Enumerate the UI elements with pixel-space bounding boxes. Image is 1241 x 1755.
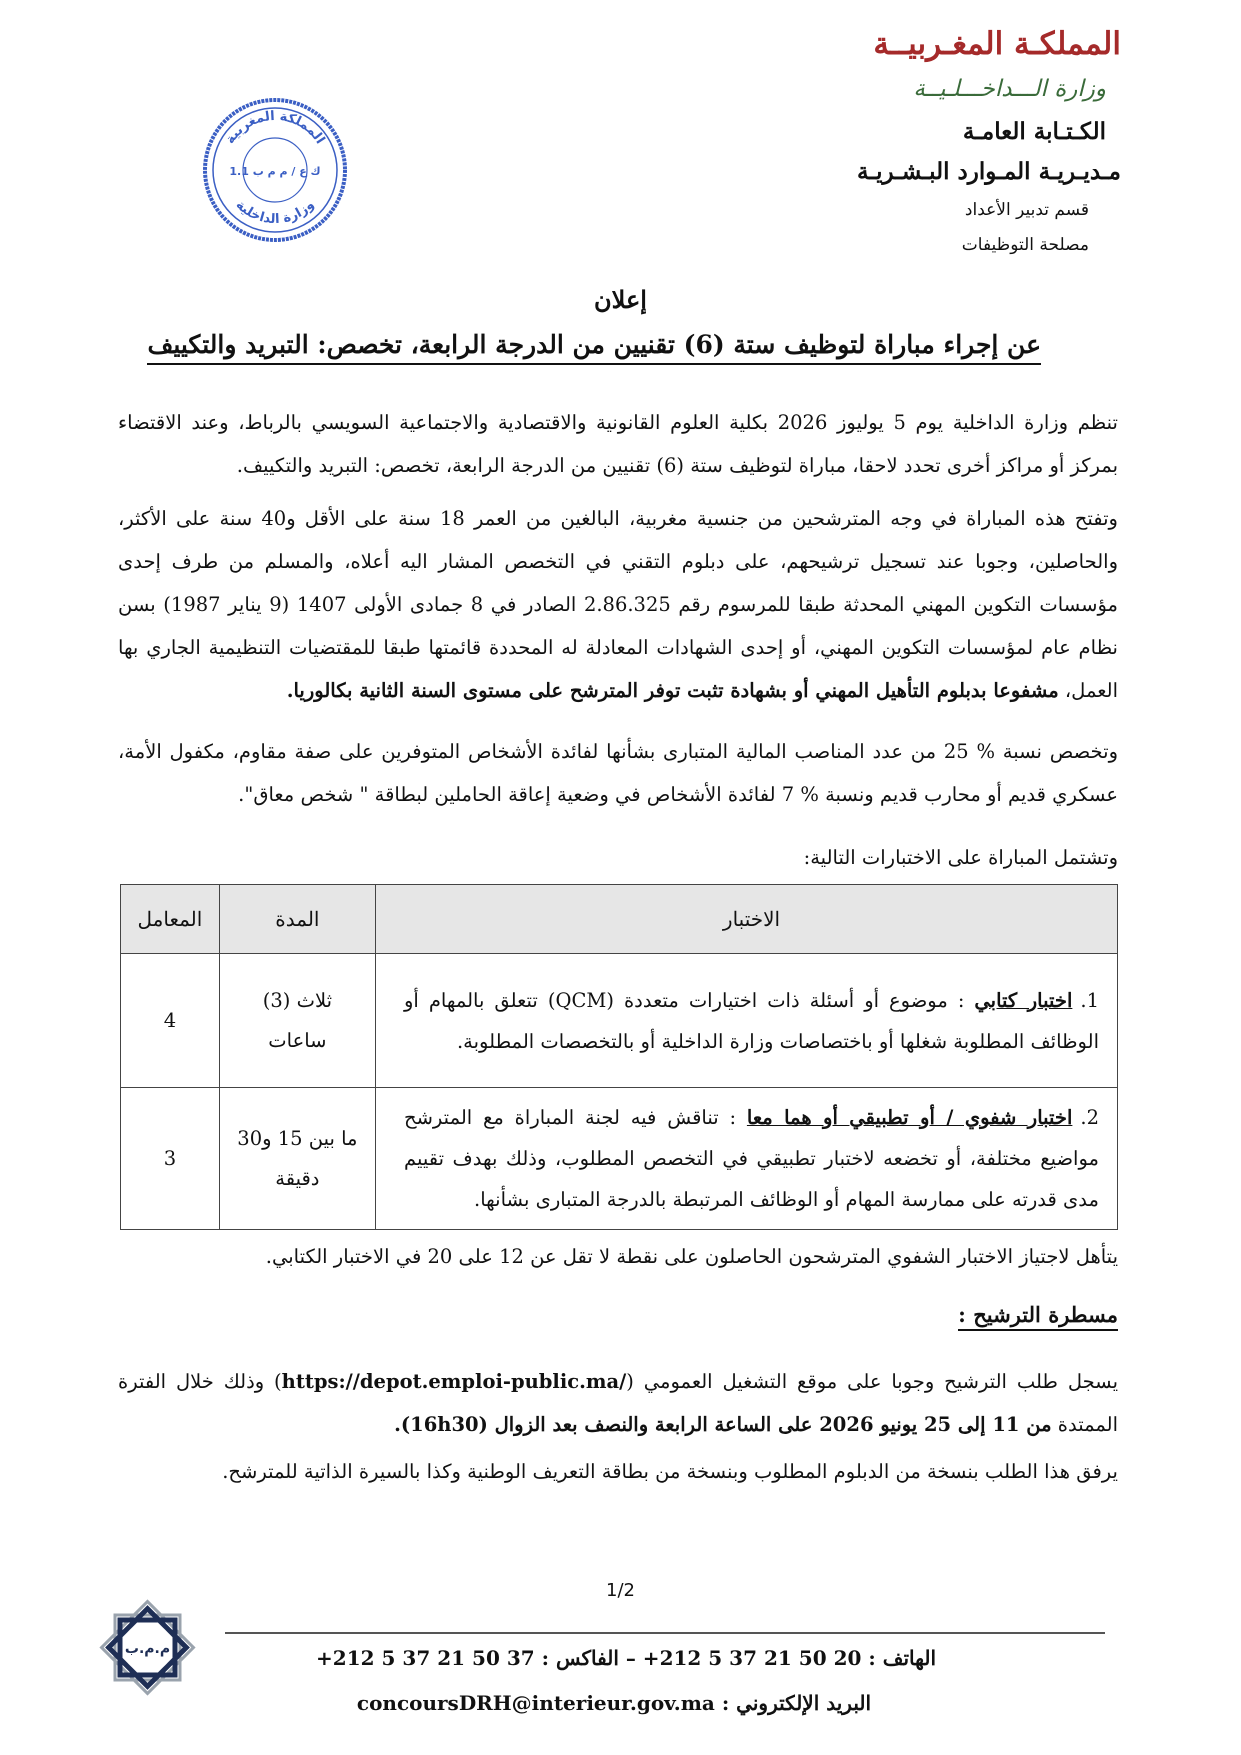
footer-contact-email[interactable]: البريد الإلكتروني : concoursDRH@interieur.gov.ma bbox=[356, 1691, 871, 1715]
duration-cell bbox=[219, 954, 375, 1088]
eligibility-text: وتفتح هذه المباراة في وجه المترشحين من جنسية مغربية، البالغين من العمر 18 سنة على الأقل و40 سنة على الأكثر، والحاصلين، وجوبا عند تسجيل ترشيحهم، على دبلوم التقني في التخصص المشار اليه أعلاه، والمسلم من طرف إحدى مؤسسات التكوين المهني المحدثة طبقا للمرسوم رقم 2.86.325 الصادر في 8 جمادى الأولى 1407 (9 يناير 1987) بسن نظام عام لمؤسسات التكوين المهني، أو إحدى الشهادات المعادلة له المحددة قائمتها طبقا للمقتضيات التنظيمية الجاري بها العمل، bbox=[118, 507, 1118, 702]
kingdom-title: المملكـة المغـربيــة bbox=[873, 26, 1121, 62]
duration-unit: دقيقة bbox=[275, 1166, 320, 1190]
attachments-paragraph: يرفق هذا الطلب بنسخة من الدبلوم المطلوب وبنسخة من بطاقة التعريف الوطنية وكذا بالسيرة الذاتية للمترشح. bbox=[222, 1460, 1118, 1483]
tests-intro: وتشتمل المباراة على الاختبارات التالية: bbox=[803, 846, 1118, 869]
table-row bbox=[121, 954, 1118, 1088]
duration-unit: ساعات bbox=[268, 1028, 327, 1052]
department-name: قسم تدبير الأعداد bbox=[964, 200, 1089, 220]
intro-paragraph: تنظم وزارة الداخلية يوم 5 يوليوز 2026 بكلية العلوم القانونية والاقتصادية والاجتماعية السويسي بالرباط، وعند الاقتضاء بمركز أو مراكز أخرى تحدد لاحقا، مباراة لتوظيف ستة (6) تقنيين من الدرجة الرابعة، تخصص: التبريد والتكييف. bbox=[118, 411, 1118, 477]
oral-note: يتأهل لاجتياز الاختبار الشفوي المترشحون الحاصلون على نقطة لا تقل عن 12 على 20 في الاختبار الكتابي. bbox=[265, 1245, 1118, 1268]
test-description: : موضوع أو أسئلة ذات اختيارات متعددة (QCM) تتعلق بالمهام أو الوظائف المطلوبة شغلها أو باختصاصات وزارة الداخلية أو بالتخصصات المطلوبة. bbox=[404, 988, 1099, 1053]
table-header-row bbox=[121, 885, 1118, 954]
procedure-period: من 11 إلى 25 يونيو 2026 على الساعة الرابعة والنصف بعد الزوال (16h30). bbox=[394, 1413, 1052, 1436]
eligibility-bold: مشفوعا بدبلوم التأهيل المهني أو بشهادة تثبت توفر المترشح على مستوى السنة الثانية بكالوريا. bbox=[286, 679, 1059, 702]
procedure-text-1: يسجل طلب الترشيح وجوبا على موقع التشغيل العمومي ( bbox=[626, 1370, 1119, 1393]
procedure-paragraph bbox=[118, 1360, 1118, 1446]
test-number: 1. bbox=[1080, 988, 1099, 1012]
test-number: 2. bbox=[1080, 1106, 1100, 1129]
coefficient-cell: 3 bbox=[121, 1088, 220, 1230]
procedure-url[interactable]: https://depot.emploi-public.ma/ bbox=[281, 1370, 627, 1393]
procedure-text-2: ) وذلك خلال الفترة الممتدة bbox=[118, 1370, 1118, 1436]
duration-value: ثلاث (3) bbox=[262, 988, 333, 1012]
svg-text:ك ع / م م ب 1.1: ك ع / م م ب 1.1 bbox=[229, 165, 321, 178]
procedure-heading: مسطرة الترشيح : bbox=[958, 1302, 1118, 1331]
svg-text:المملكة المغربية: المملكة المغربية bbox=[222, 108, 328, 147]
secretariat-name: الكـتـابة العامـة bbox=[962, 118, 1106, 145]
svg-text:وزارة الداخلية: وزارة الداخلية bbox=[232, 197, 318, 228]
quota-paragraph: وتخصص نسبة % 25 من عدد المناصب المالية المتبارى بشأنها لفائدة الأشخاص المتوفرين على صفة مقاوم، مكفول الأمة، عسكري قديم أو محارب قديم ونسبة % 7 لفائدة الأشخاص في وضعية إعاقة الحاملين لبطاقة " شخص معاق". bbox=[118, 740, 1118, 806]
test-name: اختبار كتابي bbox=[974, 988, 1073, 1012]
footer-contact-phone: الهاتف : 20 50 21 37 5 212+ – الفاكس : 37 50 21 37 5 212+ bbox=[316, 1646, 936, 1670]
coefficient-cell: 4 bbox=[121, 954, 220, 1088]
test-description: : تناقش فيه لجنة المباراة مع المترشح مواضيع مختلفة، أو تخضعه لاختبار تطبيقي في التخصص المطلوب، وذلك بهدف تقييم مدى قدرته على ممارسة المهام أو الوظائف المرتبطة بالدرجة المتبارى بشأنها. bbox=[404, 1106, 1099, 1211]
footer-divider bbox=[225, 1632, 1105, 1634]
table-row bbox=[121, 1088, 1118, 1230]
header-duration: المدة bbox=[219, 885, 375, 954]
header-test: الاختبار bbox=[376, 885, 1118, 954]
ministry-name: وزارة الـــداخـــلـيــة bbox=[913, 76, 1106, 102]
header-coefficient: المعامل bbox=[121, 885, 220, 954]
announcement-title: إعلان bbox=[594, 285, 647, 314]
eligibility-paragraph bbox=[118, 497, 1118, 712]
page-number: 1/2 bbox=[606, 1580, 635, 1601]
direction-name: مـديـريـة المـوارد البـشـريـة bbox=[857, 158, 1121, 185]
official-stamp bbox=[200, 95, 350, 245]
test-cell bbox=[376, 954, 1118, 1088]
tests-table bbox=[120, 884, 1118, 1230]
svg-text:م.م.ب: م.م.ب bbox=[124, 1641, 171, 1657]
test-cell bbox=[376, 1088, 1118, 1230]
announcement-subtitle: عن إجراء مباراة لتوظيف ستة (6) تقنيين من الدرجة الرابعة، تخصص: التبريد والتكييف bbox=[147, 330, 1041, 365]
duration-cell bbox=[219, 1088, 375, 1230]
test-name: اختبار شفوي / أو تطبيقي أو هما معا bbox=[746, 1106, 1073, 1129]
duration-value: ما بين 15 و30 bbox=[237, 1126, 358, 1150]
ministry-logo bbox=[90, 1590, 205, 1705]
service-name: مصلحة التوظيفات bbox=[961, 235, 1089, 255]
